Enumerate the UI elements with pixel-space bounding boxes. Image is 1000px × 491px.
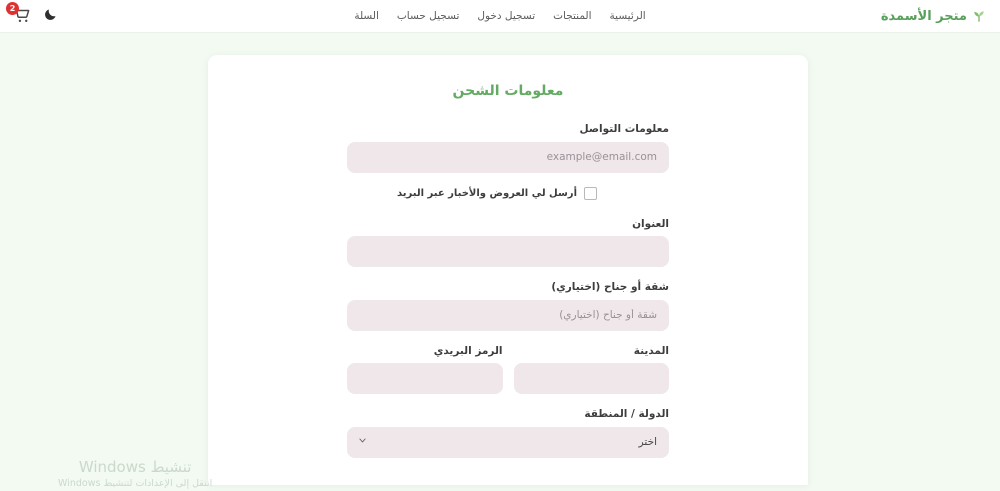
- site-header: [0, 0, 1000, 33]
- shipping-form: [347, 123, 669, 458]
- contact-label: معلومات التواصل: [579, 123, 669, 135]
- brand-name: متجر الأسمدة: [880, 8, 967, 24]
- checkout-card: [208, 55, 808, 485]
- address-input[interactable]: [347, 236, 669, 267]
- brand-logo[interactable]: [881, 9, 986, 24]
- apartment-label: شقة أو جناح (اختياري): [551, 281, 669, 294]
- watermark-subtitle: انتقل إلى الإعدادات لتنشيط Windows: [58, 477, 213, 489]
- nav-item-home[interactable]: الرئيسية: [609, 10, 646, 22]
- address-field-group: [347, 218, 669, 268]
- watermark-title: تنشيط Windows: [78, 458, 192, 476]
- country-field-group: [347, 408, 669, 458]
- page-title: معلومات الشحن: [452, 83, 564, 99]
- city-label: المدينة: [633, 344, 669, 357]
- email-input[interactable]: [347, 142, 669, 173]
- postal-code-field-group: [347, 345, 503, 395]
- page-body: [0, 33, 1000, 489]
- windows-activation-watermark: [58, 458, 212, 491]
- theme-toggle-button[interactable]: [42, 8, 58, 24]
- newsletter-label: أرسل لي العروض والأخبار عبر البريد: [397, 187, 577, 199]
- cart-button[interactable]: [10, 5, 32, 27]
- main-nav: [354, 10, 645, 22]
- seedling-icon: [972, 9, 986, 23]
- cart-badge-count: 2: [6, 2, 19, 15]
- postal-code-label: الرمز البريدي: [433, 344, 503, 357]
- apartment-field-group: [347, 281, 669, 331]
- newsletter-row: [347, 187, 669, 200]
- country-label: الدولة / المنطقة: [584, 408, 669, 421]
- header-tools: [10, 5, 58, 27]
- city-postal-row: [347, 345, 669, 395]
- address-label: العنوان: [632, 217, 669, 230]
- country-select-wrap: [347, 427, 669, 458]
- nav-item-login[interactable]: تسجيل دخول: [477, 10, 536, 22]
- city-field-group: [514, 345, 670, 395]
- nav-item-register[interactable]: تسجيل حساب: [396, 10, 460, 22]
- newsletter-checkbox[interactable]: [584, 187, 597, 200]
- city-input[interactable]: [514, 363, 670, 394]
- apartment-input[interactable]: [347, 300, 669, 331]
- country-select[interactable]: [347, 427, 669, 458]
- contact-field-group: [347, 123, 669, 173]
- postal-code-input[interactable]: [347, 363, 503, 394]
- nav-item-products[interactable]: المنتجات: [553, 10, 592, 22]
- moon-icon: [43, 7, 58, 26]
- nav-item-cart[interactable]: السلة: [354, 10, 379, 22]
